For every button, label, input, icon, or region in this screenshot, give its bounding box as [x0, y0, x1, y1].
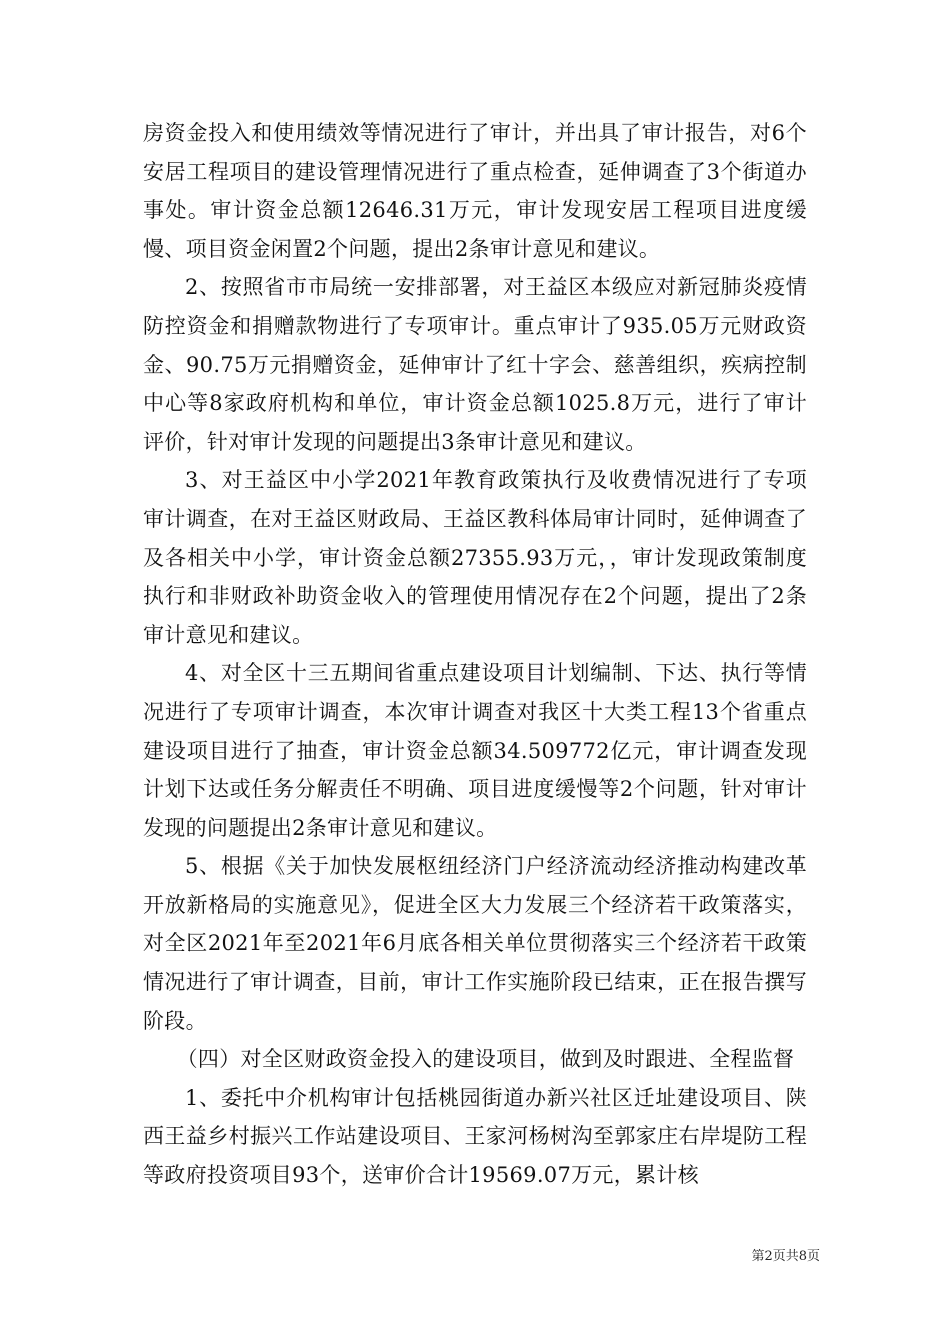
- paragraph-item-2: 2、按照省市市局统一安排部署，对王益区本级应对新冠肺炎疫情防控资金和捐赠款物进行了专项审计。重点审计了935.05万元财政资金、90.75万元捐赠资金，延伸审计了红十字会、慈善组织，疾病控制中心等8家政府机构和单位，审计资金总额1025.8万元，进行了审计评价，针对审计发现的问题提出3条审计意见和建议。: [143, 275, 807, 454]
- page-number-footer: 第2页共8页: [751, 1249, 820, 1264]
- section-heading-4: （四）对全区财政资金投入的建设项目，做到及时跟进、全程监督: [176, 1047, 795, 1072]
- paragraph-item-3: 3、对王益区中小学2021年教育政策执行及收费情况进行了专项审计调查，在对王益区财政局、王益区教科体局审计同时，延伸调查了及各相关中小学，审计资金总额27355.93万元，，审计发现政策制度执行和非财政补助资金收入的管理使用情况存在2个问题，提出了2条审计意见和建议。: [143, 468, 807, 647]
- paragraph-continuation: 房资金投入和使用绩效等情况进行了审计，并出具了审计报告，对6个安居工程项目的建设管理情况进行了重点检查，延伸调查了3个街道办事处。审计资金总额12646.31万元，审计发现安居工程项目进度缓慢、项目资金闲置2个问题，提出2条审计意见和建议。: [143, 121, 807, 261]
- paragraph-item-5: 5、根据《关于加快发展枢纽经济门户经济流动经济推动构建改革开放新格局的实施意见》，促进全区大力发展三个经济若干政策落实，对全区2021年至2021年6月底各相关单位贯彻落实三个经济若干政策情况进行了审计调查，目前，审计工作实施阶段已结束，正在报告撰写阶段。: [143, 854, 807, 1033]
- paragraph-item-4: 4、对全区十三五期间省重点建设项目计划编制、下达、执行等情况进行了专项审计调查，本次审计调查对我区十大类工程13个省重点建设项目进行了抽查，审计资金总额34.509772亿元，审计调查发现计划下达或任务分解责任不明确、项目进度缓慢等2个问题，针对审计发现的问题提出2条审计意见和建议。: [143, 661, 807, 840]
- document-body: [143, 114, 807, 1195]
- paragraph-item-1: 1、委托中介机构审计包括桃园街道办新兴社区迁址建设项目、陕西王益乡村振兴工作站建设项目、王家河杨树沟至郭家庄右岸堤防工程等政府投资项目93个，送审价合计19569.07万元，累计核: [143, 1085, 807, 1188]
